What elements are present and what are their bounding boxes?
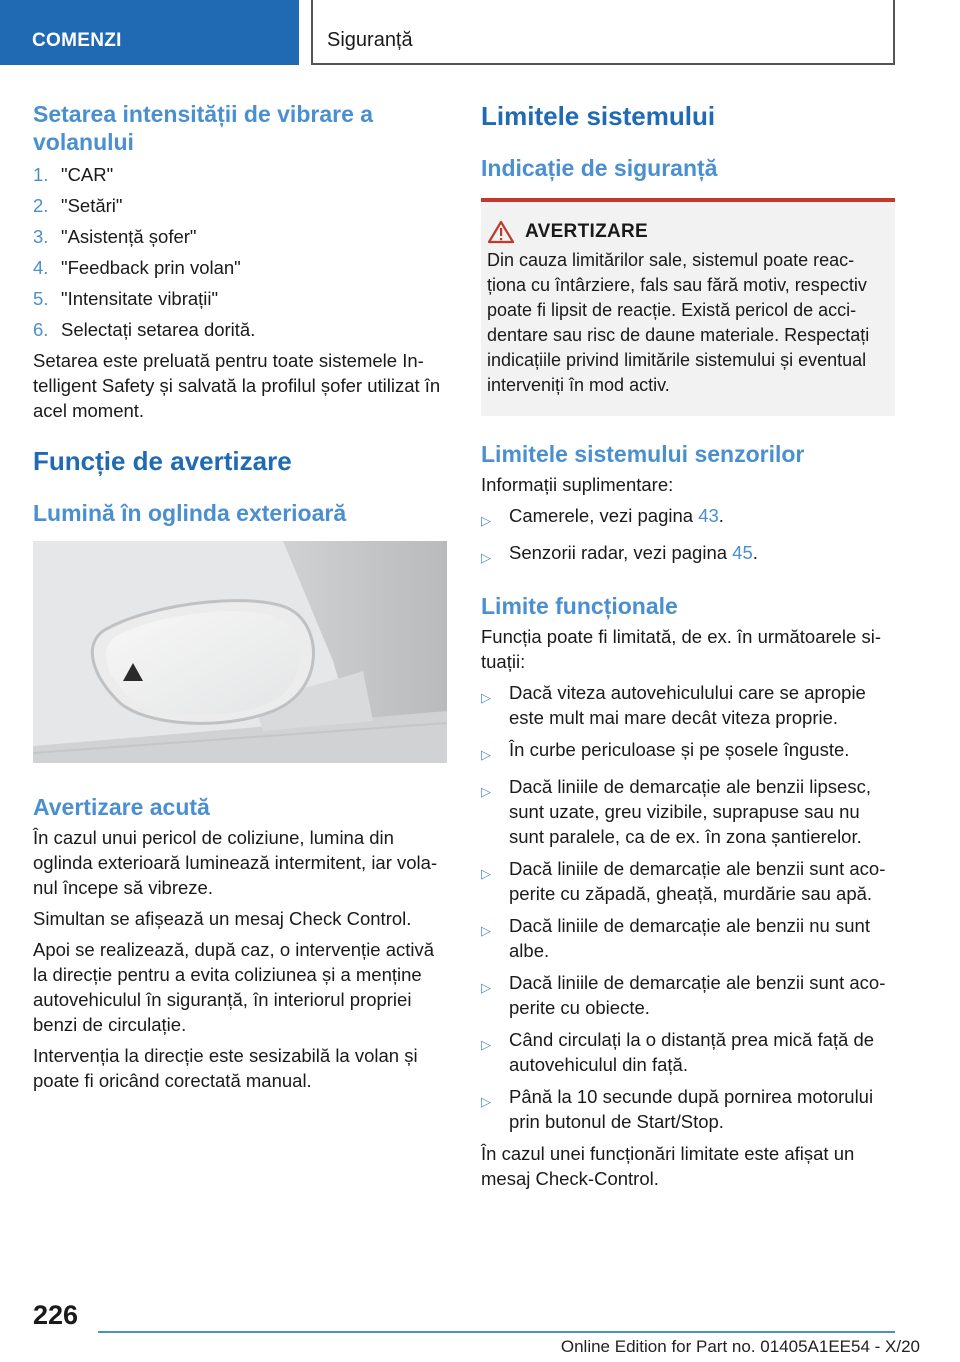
list-item [481,1027,895,1077]
page-link-cameras[interactable]: 43 [698,505,719,526]
sensor-item-text [509,503,724,533]
list-item [481,503,895,533]
right-column [481,100,895,1197]
step-number: 2. [33,195,49,216]
acute-warning-paragraph-4: Intervenția la direcție este sesizabilă la volan și poate fi oricând corectată manual. [33,1045,418,1091]
bullet-triangle-icon: ▷ [481,690,491,705]
list-item [33,162,447,187]
list-item [481,913,895,963]
left-column [33,100,447,1099]
limit-item-text: Dacă liniile de demarcație ale benzii nu sunt albe. [509,915,870,961]
bullet-triangle-icon: ▷ [481,747,491,762]
limit-item-text: Până la 10 secunde după pornirea motorului prin butonul de Start/Stop. [509,1086,874,1132]
step-number: 1. [33,164,49,185]
sensor-limits-title: Limitele sistemului senzorilor [481,441,805,467]
functional-limits-intro: Funcția poate fi limitată, de ex. în următoarele si-tuații: [481,626,881,672]
sensor-item-label: Camerele, vezi pagina [509,505,699,526]
list-item [33,224,447,249]
list-item [481,1084,895,1134]
step-number: 3. [33,226,49,247]
bullet-triangle-icon: ▷ [481,980,491,995]
bullet-triangle-icon: ▷ [481,513,491,528]
sensor-list [481,503,895,570]
bullet-triangle-icon: ▷ [481,866,491,881]
limit-item-text: Dacă liniile de demarcație ale benzii sunt aco-perite cu obiecte. [509,972,886,1018]
sensor-item-end: . [718,505,724,526]
system-limits-title: Limitele sistemului [481,101,716,131]
bullet-triangle-icon: ▷ [481,1094,491,1109]
warning-header [487,220,887,244]
acute-warning-paragraph-2: Simultan se afișează un mesaj Check Control. [33,908,412,929]
step-text: "Feedback prin volan" [61,257,241,278]
sensor-item-end: . [752,542,758,563]
acute-warning-title: Avertizare acută [33,794,210,820]
bullet-triangle-icon: ▷ [481,784,491,799]
list-item [481,856,895,906]
sensor-item-label: Senzorii radar, vezi pagina [509,542,733,563]
side-mirror-photo [33,541,447,763]
warning-label: AVERTIZARE [525,221,648,242]
side-mirror-illustration [33,541,447,763]
header-section-tab [0,0,299,65]
limit-item-text: Dacă liniile de demarcație ale benzii sunt aco-perite cu zăpadă, gheață, murdărie sau apă. [509,858,886,904]
page-link-radar[interactable]: 45 [732,542,753,563]
list-item [481,540,895,570]
warning-box [481,198,895,416]
list-item [33,317,447,342]
limit-item-text: În curbe periculoase și pe șosele înguste. [509,739,850,760]
list-item [33,193,447,218]
warning-text: Din cauza limitărilor sale, sistemul poate reac-ționa cu întârziere, fals sau fără motiv, respectiv poate fi lipsit de reacție. Există pericol de acci-dentare sau risc de daune materiale. Respectați indicațiile privind limitările sistemului și eventual interveniți în mod activ. [487,250,870,395]
step-text: "Asistență șofer" [61,226,197,247]
sensor-item-text [509,540,758,570]
functional-limits-outro: În cazul unei funcționări limitate este afișat un mesaj Check-Control. [481,1143,855,1189]
list-item [33,255,447,280]
limit-item-text: Dacă viteza autovehiculului care se apropie este mult mai mare decât viteza proprie. [509,682,866,728]
step-number: 4. [33,257,49,278]
list-item [33,286,447,311]
bullet-triangle-icon: ▷ [481,550,491,565]
warning-function-title: Funcție de avertizare [33,446,292,476]
step-text: "Setări" [61,195,123,216]
list-item [481,970,895,1020]
list-item [481,737,895,767]
vibration-setting-title: Setarea intensității de vibrare a volanului [33,101,374,155]
warning-triangle-icon [487,220,515,244]
header-section-label: COMENZI [32,30,122,51]
mirror-light-title: Lumină în oglinda exterioară [33,500,347,526]
sensor-intro: Informații suplimentare: [481,474,674,495]
safety-note-title: Indicație de siguranță [481,155,718,181]
bullet-triangle-icon: ▷ [481,1037,491,1052]
vibration-note: Setarea este preluată pentru toate sistemele In-telligent Safety și salvată la profilul șofer utilizat în acel moment. [33,350,441,421]
page-number: 226 [33,1300,79,1330]
functional-limits-title: Limite funcționale [481,593,678,619]
acute-warning-paragraph-3: Apoi se realizează, după caz, o intervenție activă la direcție pentru a evita coliziunea și a menține autovehiculul în siguranță, în interiorul propriei benzi de circulație. [33,939,435,1035]
functional-limits-list [481,680,895,1134]
bullet-triangle-icon: ▷ [481,923,491,938]
limit-item-text: Când circulați la o distanță prea mică față de autovehiculul din față. [509,1029,875,1075]
vibration-steps-list [33,162,447,342]
header-chapter-label: Siguranță [327,29,413,51]
footer-divider [98,1331,895,1333]
step-text: Selectați setarea dorită. [61,319,256,340]
limit-item-text: Dacă liniile de demarcație ale benzii lipsesc, sunt uzate, greu vizibile, suprapuse sau nu sunt paralele, ca de ex. în zona șantierelor. [509,776,871,847]
acute-warning-paragraph-1: În cazul unui pericol de coliziune, lumina din oglinda exterioară luminează intermitent, iar vola-nul începe să vibreze. [33,827,438,898]
step-text: "CAR" [61,164,114,185]
header-chapter-box [311,0,895,65]
footer-edition: Online Edition for Part no. 01405A1EE54 - X/20 [560,1337,920,1356]
list-item [481,774,895,849]
list-item [481,680,895,730]
step-number: 5. [33,288,49,309]
step-text: "Intensitate vibrații" [61,288,219,309]
step-number: 6. [33,319,49,340]
